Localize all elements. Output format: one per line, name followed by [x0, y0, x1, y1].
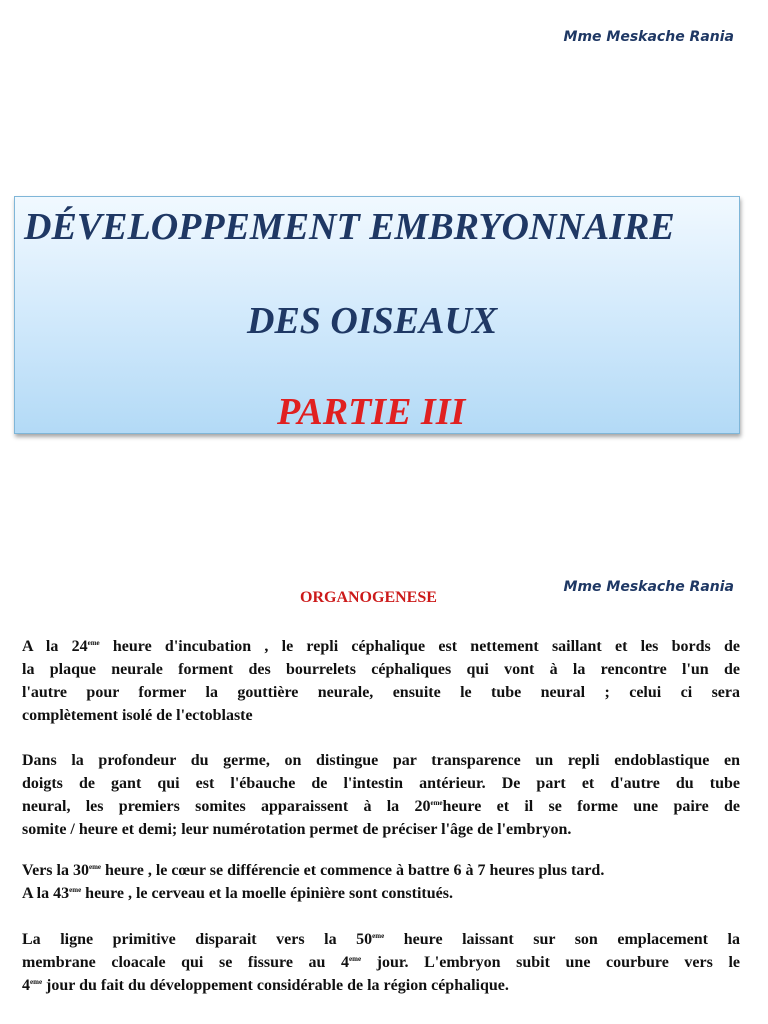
- title-line-1: DÉVELOPPEMENT EMBRYONNAIRE: [24, 206, 675, 248]
- paragraph-3: [22, 859, 740, 905]
- paragraph-line: 4eme jour du fait du développement considérable de la région céphalique.: [22, 977, 509, 994]
- superscript: eme: [69, 886, 82, 894]
- superscript: eme: [430, 799, 443, 807]
- author-name-header: Mme Meskache Rania: [563, 29, 734, 45]
- paragraph-line: A la 43eme heure , le cerveau et la moelle épinière sont constitués.: [22, 885, 453, 902]
- paragraph-line: la plaque neurale forment des bourrelets céphaliques qui vont à la rencontre l'un de: [22, 661, 740, 678]
- title-box: [14, 196, 740, 434]
- author-name-section: Mme Meskache Rania: [563, 579, 734, 595]
- paragraph-4: [22, 928, 740, 997]
- paragraph-line: membrane cloacale qui se fissure au 4eme jour. L'embryon subit une courbure vers le: [22, 954, 740, 971]
- superscript: eme: [87, 639, 100, 647]
- superscript: eme: [349, 955, 362, 963]
- superscript: eme: [30, 978, 43, 986]
- title-part: PARTIE III: [277, 391, 466, 433]
- paragraph-line: Dans la profondeur du germe, on distingue par transparence un repli endoblastique en: [22, 752, 740, 769]
- paragraph-1: [22, 635, 740, 727]
- title-line-2: DES OISEAUX: [247, 300, 498, 342]
- superscript: eme: [88, 863, 102, 871]
- section-heading: ORGANOGENESE: [300, 589, 437, 606]
- paragraph-line: l'autre pour former la gouttière neurale, ensuite le tube neural ; celui ci sera: [22, 684, 740, 701]
- paragraph-line: Vers la 30eme heure , le cœur se différencie et commence à battre 6 à 7 heures plus tard.: [22, 862, 605, 879]
- paragraph-line: A la 24eme heure d'incubation , le repli céphalique est nettement saillant et les bords de: [22, 638, 740, 655]
- paragraph-line: somite / heure et demi; leur numérotation permet de préciser l'âge de l'embryon.: [22, 821, 572, 838]
- paragraph-line: neural, les premiers somites apparaissent à la 20emeheure et il se forme une paire de: [22, 798, 740, 815]
- paragraph-2: [22, 749, 740, 841]
- superscript: eme: [372, 932, 385, 940]
- paragraph-line: doigts de gant qui est l'ébauche de l'intestin antérieur. De part et d'autre du tube: [22, 775, 740, 792]
- paragraph-line: complètement isolé de l'ectoblaste: [22, 707, 253, 724]
- paragraph-line: La ligne primitive disparait vers la 50eme heure laissant sur son emplacement la: [22, 931, 741, 948]
